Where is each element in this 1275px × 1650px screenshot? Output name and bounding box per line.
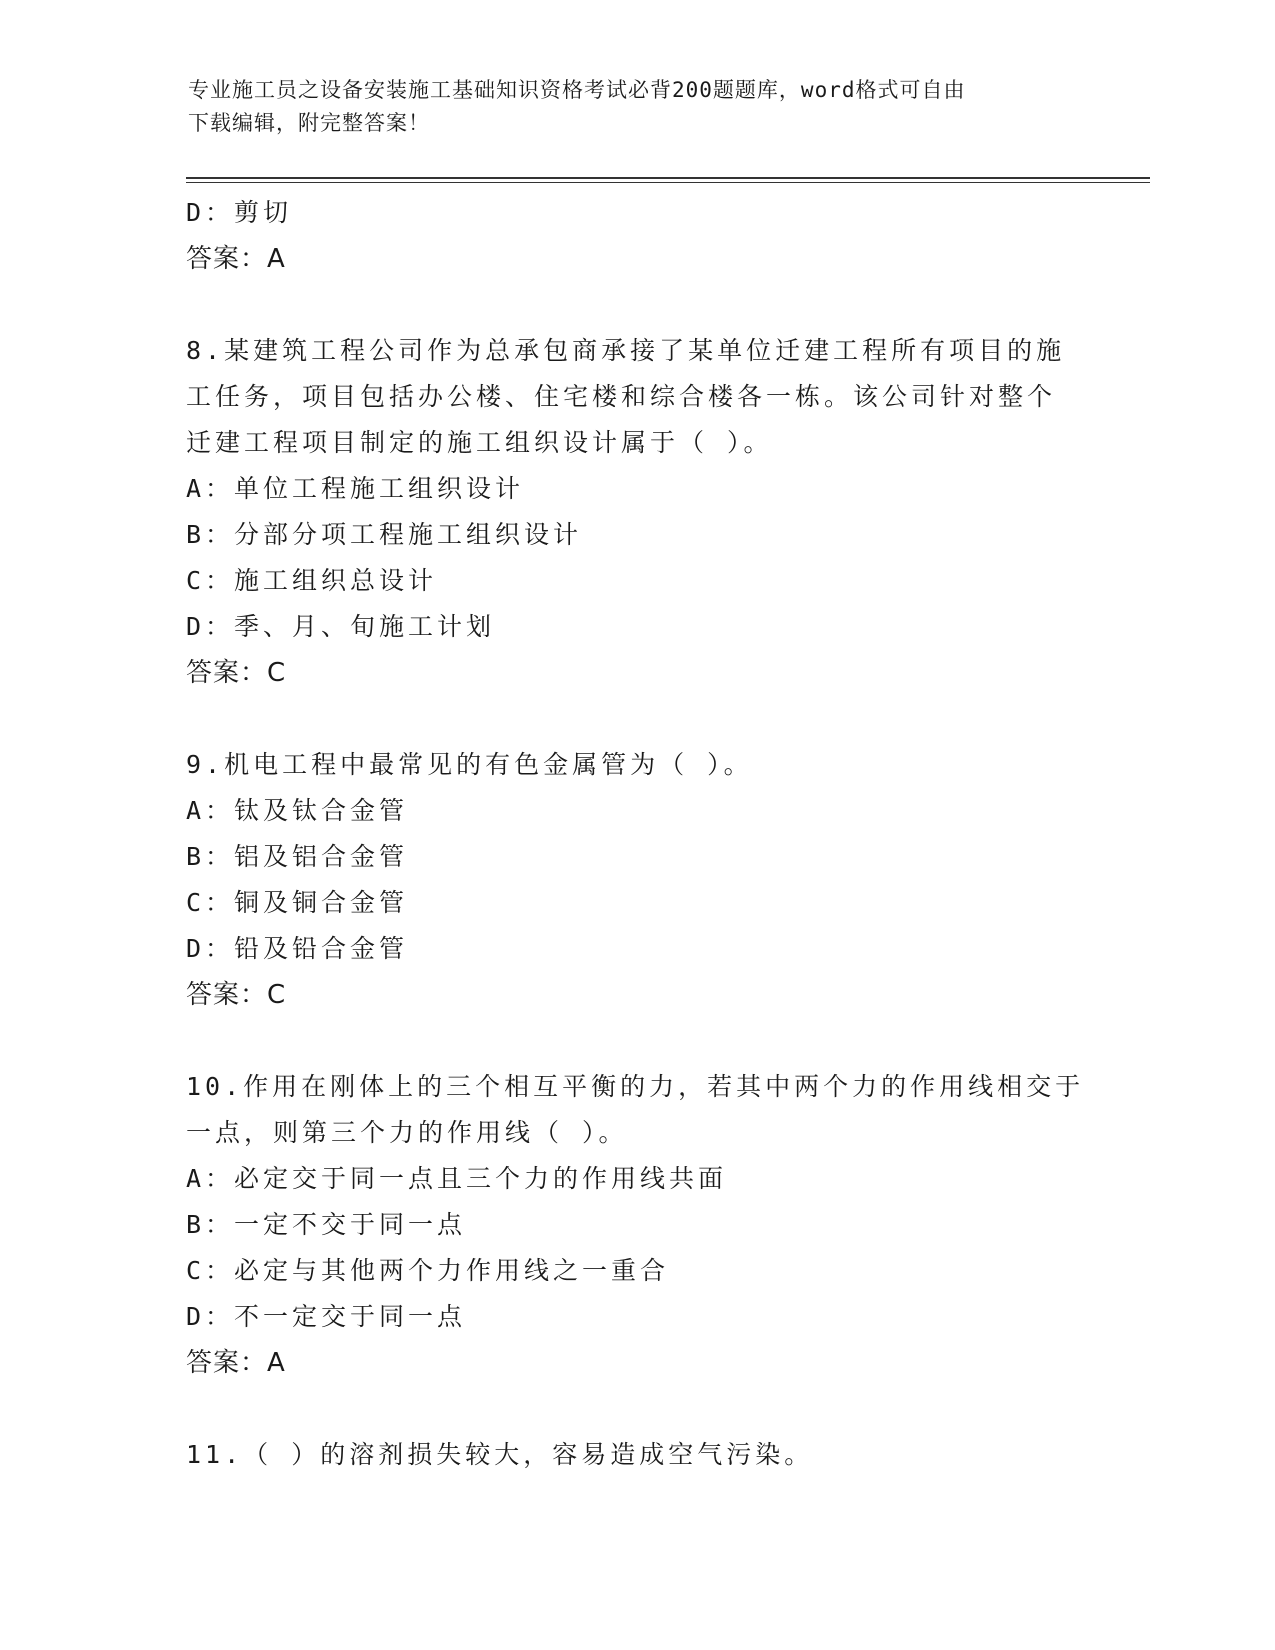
option-a: A：必定交于同一点且三个力的作用线共面 <box>186 1164 728 1193</box>
spacer <box>186 1018 1086 1064</box>
option-c: C：施工组织总设计 <box>186 566 438 595</box>
option-d: D：不一定交于同一点 <box>186 1302 467 1331</box>
option-b: B：铝及铝合金管 <box>186 842 409 871</box>
option-c: C：必定与其他两个力作用线之一重合 <box>186 1256 670 1285</box>
question-9 <box>186 742 1086 1018</box>
header-rule-thin <box>186 182 1150 183</box>
prev-option-d: D：剪切 <box>186 198 293 227</box>
question-text-line: 工任务，项目包括办公楼、住宅楼和综合楼各一栋。该公司针对整个 <box>186 382 1057 411</box>
spacer <box>186 696 1086 742</box>
option-b: B：一定不交于同一点 <box>186 1210 467 1239</box>
header-line-2: 下载编辑，附完整答案！ <box>188 111 430 135</box>
header-line-1: 专业施工员之设备安装施工基础知识资格考试必背200题题库，word格式可自由 <box>188 78 966 102</box>
question-text-line: 一点，则第三个力的作用线（ ）。 <box>186 1118 628 1147</box>
document-body <box>186 190 1086 1478</box>
question-text-line: 迁建工程项目制定的施工组织设计属于（ ）。 <box>186 428 773 457</box>
question-8 <box>186 328 1086 696</box>
question-text-line: 10.作用在刚体上的三个相互平衡的力，若其中两个力的作用线相交于 <box>186 1072 1085 1101</box>
question-text-line: 8.某建筑工程公司作为总承包商承接了某单位迁建工程所有项目的施 <box>186 336 1066 365</box>
answer: 答案：C <box>186 658 287 688</box>
spacer <box>186 282 1086 328</box>
spacer <box>186 1386 1086 1432</box>
prev-answer: 答案：A <box>186 244 286 274</box>
question-10 <box>186 1064 1086 1386</box>
option-a: A：单位工程施工组织设计 <box>186 474 525 503</box>
option-c: C：铜及铜合金管 <box>186 888 409 917</box>
question-text-line: 9.机电工程中最常见的有色金属管为（ ）。 <box>186 750 753 779</box>
option-b: B：分部分项工程施工组织设计 <box>186 520 583 549</box>
question-11 <box>186 1432 1086 1478</box>
answer: 答案：C <box>186 980 287 1010</box>
option-d: D：铅及铅合金管 <box>186 934 409 963</box>
option-a: A：钛及钛合金管 <box>186 796 409 825</box>
option-d: D：季、月、旬施工计划 <box>186 612 496 641</box>
question-text-line: 11.（ ）的溶剂损失较大，容易造成空气污染。 <box>186 1440 814 1469</box>
document-header <box>188 74 1088 140</box>
header-rule-thick <box>186 177 1150 179</box>
answer: 答案：A <box>186 1348 286 1378</box>
